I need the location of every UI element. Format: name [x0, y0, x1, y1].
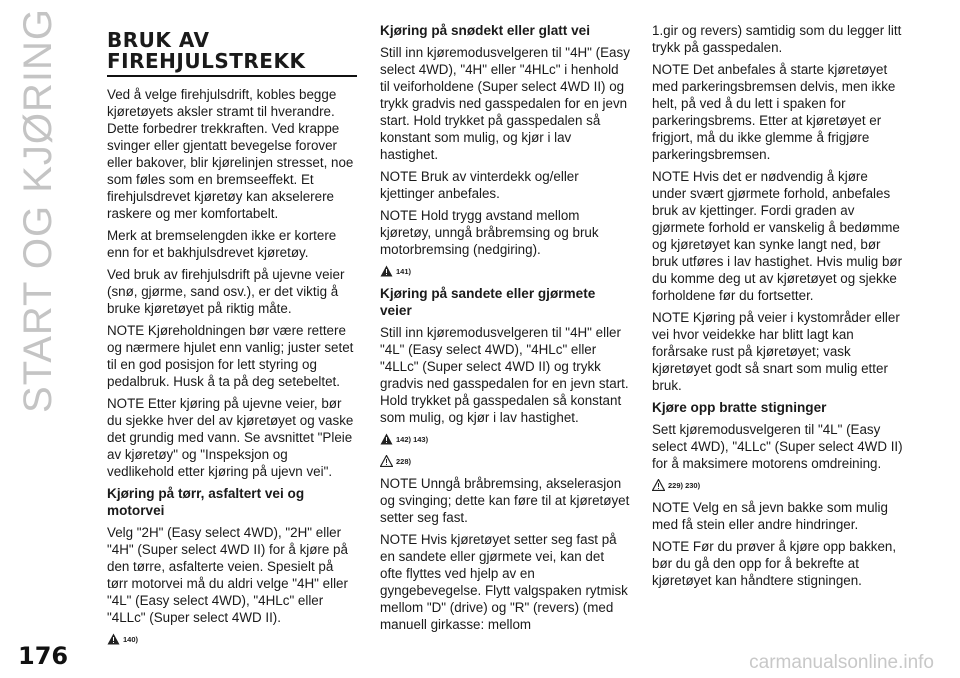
- warning-reference-number: 142) 143): [396, 434, 429, 444]
- column-3: [652, 22, 904, 594]
- warning-triangle-icon: [107, 633, 120, 645]
- warning-reference-number: 140): [123, 634, 139, 644]
- caution-triangle-icon: [380, 455, 393, 467]
- note-paragraph: NOTE Hvis det er nødvendig å kjøre under svært gjørmete forhold, anbefales bruk av kjettinger. Fordi graden av gjørmete forhold er vanskelig å bedømme og kjøretøyet kan synke langt ned, bør bruk utføres i lav hastighet. Hvis mulig bør du komme deg ut av kjøretøyet og sjekke forholdene før du fortsetter.: [652, 169, 903, 303]
- subheading-steep-hills: Kjøre opp bratte stigninger: [652, 400, 827, 415]
- page-heading-line-2: FIREHJULSTREKK: [107, 49, 306, 73]
- watermark: carmanualsonline.info: [749, 652, 934, 673]
- note-paragraph: NOTE Før du prøver å kjøre opp bakken, bør du gå den opp for å bekrefte at kjøretøyet kan håndtere stigningen.: [652, 539, 897, 588]
- warning-reference: [380, 431, 630, 447]
- paragraph: Merk at bremselengden ikke er kortere enn for et bakhjulsdrevet kjøretøy.: [107, 228, 337, 260]
- warning-triangle-icon: [380, 265, 393, 277]
- caution-reference-number: 229) 230): [668, 480, 701, 490]
- section-side-title: [8, 8, 68, 618]
- page-heading-line-1: BRUK AV: [107, 28, 210, 52]
- paragraph: Sett kjøremodusvelgeren til "4L" (Easy select 4WD), "4LLc" (Super select 4WD II) for å maksimere motorens omdreining.: [652, 422, 903, 471]
- note-paragraph: NOTE Etter kjøring på ujevne veier, bør du sjekke hver del av kjøretøyet og vaske det grundig med vann. Se avsnittet "Pleie av kjøretøy" og "Inspeksjon og vedlikehold etter kjøring på ujevn vei".: [107, 396, 354, 479]
- paragraph: Velg "2H" (Easy select 4WD), "2H" eller "4H" (Super select 4WD II) for å kjøre på den tørre, asfalterte veien. Spesielt på tørr motorvei må du aldri velge "4H" eller "4L" (Easy select 4WD), "4HLc" eller "4LLc" (Super select 4WD II).: [107, 525, 348, 625]
- paragraph: Still inn kjøremodusvelgeren til "4H" eller "4L" (Easy select 4WD), "4HLc" eller "4LLc" (Super select 4WD II) og trykk gradvis ned gasspedalen for en jevn start. Hold trykket på gasspedalen så konstant som mulig, og kjør i lav hastighet.: [380, 325, 629, 425]
- caution-reference-number: 228): [396, 456, 412, 466]
- warning-reference-number: 141): [396, 266, 412, 276]
- caution-reference: [652, 477, 904, 493]
- subheading-snow-road: Kjøring på snødekt eller glatt vei: [380, 23, 590, 38]
- column-2: [380, 22, 630, 638]
- column-1: [107, 22, 357, 653]
- note-paragraph: NOTE Kjøring på veier i kystområder eller vei hvor veidekke har blitt lagt kan forårsake rust på kjøretøyet; vask kjøretøyet godt så snart som mulig etter bruk.: [652, 310, 900, 393]
- paragraph: Ved bruk av firehjulsdrift på ujevne veier (snø, gjørme, sand osv.), er det viktig å bruke kjøretøyet på riktig måte.: [107, 267, 345, 316]
- warning-triangle-icon: [380, 433, 393, 445]
- page-heading: [107, 30, 357, 77]
- warning-reference: [380, 263, 630, 279]
- note-paragraph: NOTE Hold trygg avstand mellom kjøretøy, unngå bråbremsing og bruk motorbremsing (nedgiring).: [380, 208, 599, 257]
- paragraph: 1.gir og revers) samtidig som du legger litt trykk på gasspedalen.: [652, 23, 902, 55]
- subheading-dry-road: Kjøring på tørr, asfaltert vei og motorvei: [107, 486, 305, 518]
- caution-triangle-icon: [652, 479, 665, 491]
- caution-reference: [380, 453, 630, 469]
- page-number: 176: [18, 642, 69, 670]
- paragraph: Ved å velge firehjulsdrift, kobles begge kjøretøyets aksler stramt til hverandre. Dette forbedrer trekkraften. Ved krappe svinger eller gjentatt bevegelse forover eller bakover, blir kjørelinjen stresset, noe som føles som en bremseeffekt. Et firehjulsdrevet kjøretøy kan akselerere raskere og mer komfortabelt.: [107, 87, 354, 221]
- note-paragraph: NOTE Bruk av vinterdekk og/eller kjettinger anbefales.: [380, 169, 579, 201]
- section-side-title-text: START OG KJØRING: [15, 8, 60, 413]
- note-paragraph: NOTE Det anbefales å starte kjøretøyet med parkeringsbremsen delvis, men ikke helt, på ved å du lett i spaken for parkeringsbrems. Etter at kjøretøyet er frigjort, må du ikke glemme å frigjøre parkeringsbremsen.: [652, 62, 896, 162]
- subheading-sand-road: Kjøring på sandete eller gjørmete veier: [380, 286, 596, 318]
- warning-reference: [107, 631, 357, 647]
- note-paragraph: NOTE Velg en så jevn bakke som mulig med få stein eller andre hindringer.: [652, 500, 888, 532]
- note-paragraph: NOTE Unngå bråbremsing, akselerasjon og svinging; dette kan føre til at kjøretøyet setter seg fast.: [380, 476, 630, 525]
- paragraph: Still inn kjøremodusvelgeren til "4H" (Easy select 4WD), "4H" eller "4HLc" i henhold til veiforholdene (Super select 4WD II) og trykk gradvis ned gasspedalen for en jevn start. Hold trykket på gasspedalen så konstant som mulig, og kjør i lav hastighet.: [380, 45, 630, 162]
- note-paragraph: NOTE Kjøreholdningen bør være rettere og nærmere hjulet enn vanlig; juster setet til en god posisjon for lett styring og pedalbruk. Husk å ta på deg setebeltet.: [107, 323, 354, 389]
- note-paragraph: NOTE Hvis kjøretøyet setter seg fast på en sandete eller gjørmete vei, kan det ofte flyttes ved hjelp av en gyngebevegelse. Flytt valgspaken rytmisk mellom "D" (drive) og "R" (revers) (med manuell girkasse: mellom: [380, 532, 628, 632]
